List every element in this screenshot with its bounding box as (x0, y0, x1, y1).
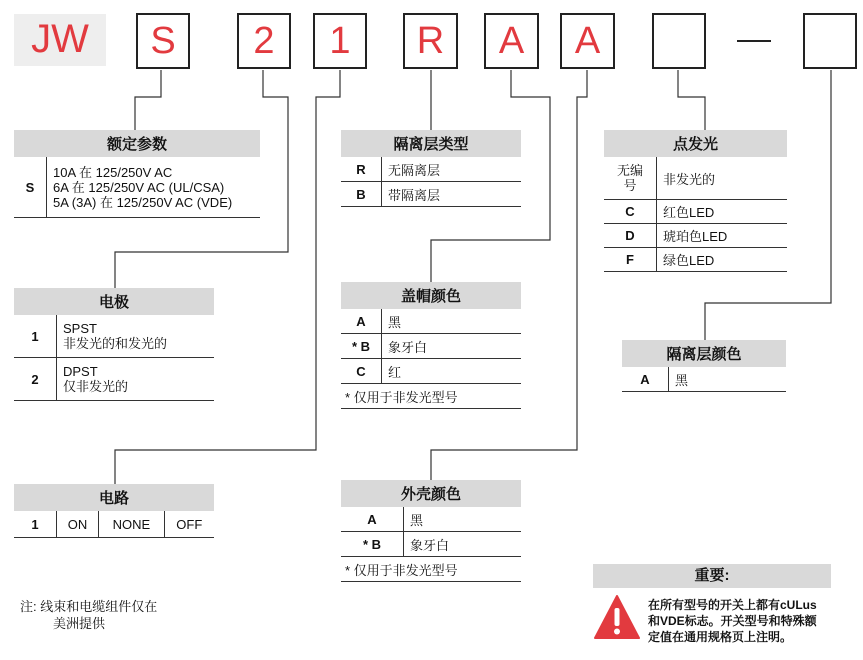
footnote-line1: 注: 线束和电缆组件仅在 (20, 599, 158, 614)
poles-label-line1: SPST (63, 321, 97, 336)
cap-code: * B (341, 334, 382, 359)
illum-title: 点发光 (604, 130, 787, 157)
housing-label: 黑 (404, 507, 522, 532)
code-separator-dash (737, 40, 771, 42)
important-line1: 在所有型号的开关上都有cULus (648, 598, 817, 612)
circuit-cell: NONE (99, 511, 165, 538)
footnote-line2: 美洲提供 (53, 616, 106, 631)
illum-table (604, 130, 787, 272)
prefix-code: JW (14, 14, 106, 66)
illum-label: 红色LED (657, 200, 788, 224)
cap-title: 盖帽颜色 (341, 282, 521, 309)
important-line2: 和VDE标志。开关型号和特殊额 (648, 614, 817, 628)
code-char-barrier-color (803, 13, 857, 69)
important-title: 重要: (593, 564, 831, 588)
code-char-circuit: 1 (313, 13, 367, 69)
illum-code: F (604, 248, 657, 272)
cap-label: 黑 (382, 309, 522, 334)
barrier-color-table (622, 340, 786, 392)
important-text (648, 597, 838, 645)
barrier-code: R (341, 157, 382, 182)
rated-code: S (14, 157, 47, 218)
housing-code: * B (341, 532, 404, 557)
cap-code: A (341, 309, 382, 334)
cap-label: 红 (382, 359, 522, 384)
code-char-barrier: R (403, 13, 458, 69)
circuit-title: 电路 (14, 484, 214, 511)
poles-label-line1: DPST (63, 364, 98, 379)
rated-line-3: 5A (3A) 在 125/250V AC (VDE) (53, 194, 233, 210)
housing-label: 象牙白 (404, 532, 522, 557)
illum-code: D (604, 224, 657, 248)
rated-line-2: 6A 在 125/250V AC (UL/CSA) (53, 179, 225, 195)
housing-code: A (341, 507, 404, 532)
poles-label-line2: 非发光的和发光的 (63, 336, 168, 351)
barrier-color-title: 隔离层颜色 (622, 340, 786, 367)
code-char-rating: S (136, 13, 190, 69)
code-char-cap: A (484, 13, 539, 69)
poles-code: 1 (14, 315, 57, 358)
poles-label-line2: 仅非发光的 (63, 379, 129, 394)
housing-title: 外壳颜色 (341, 480, 521, 507)
barrier-color-code: A (622, 367, 669, 392)
barrier-label: 无隔离层 (382, 157, 522, 182)
barrier-label: 带隔离层 (382, 182, 522, 207)
housing-footnote: * 仅用于非发光型号 (341, 557, 521, 582)
code-char-housing: A (560, 13, 615, 69)
cap-label: 象牙白 (382, 334, 522, 359)
rated-line-1: 10A 在 125/250V AC (53, 164, 173, 180)
poles-title: 电极 (14, 288, 214, 315)
cap-table (341, 282, 521, 409)
cap-code: C (341, 359, 382, 384)
cap-footnote: * 仅用于非发光型号 (341, 384, 521, 409)
rated-title: 额定参数 (14, 130, 260, 157)
circuit-cell: OFF (164, 511, 214, 538)
code-char-illumination (652, 13, 706, 69)
rated-table (14, 130, 260, 218)
important-line3: 定值在通用规格页上注明。 (648, 630, 793, 644)
footnote (20, 598, 157, 632)
poles-code: 2 (14, 358, 57, 401)
warning-icon (593, 594, 641, 640)
circuit-table (14, 484, 214, 538)
illum-code: 无编 号 (604, 157, 657, 200)
barrier-code: B (341, 182, 382, 207)
poles-table (14, 288, 214, 401)
illum-label: 非发光的 (657, 157, 788, 200)
circuit-cell: 1 (14, 511, 57, 538)
illum-label: 琥珀色LED (657, 224, 788, 248)
barrier-title: 隔离层类型 (341, 130, 521, 157)
illum-label: 绿色LED (657, 248, 788, 272)
code-char-poles: 2 (237, 13, 291, 69)
circuit-cell: ON (57, 511, 99, 538)
barrier-table (341, 130, 521, 207)
barrier-color-label: 黑 (669, 367, 787, 392)
housing-table (341, 480, 521, 582)
illum-code: C (604, 200, 657, 224)
